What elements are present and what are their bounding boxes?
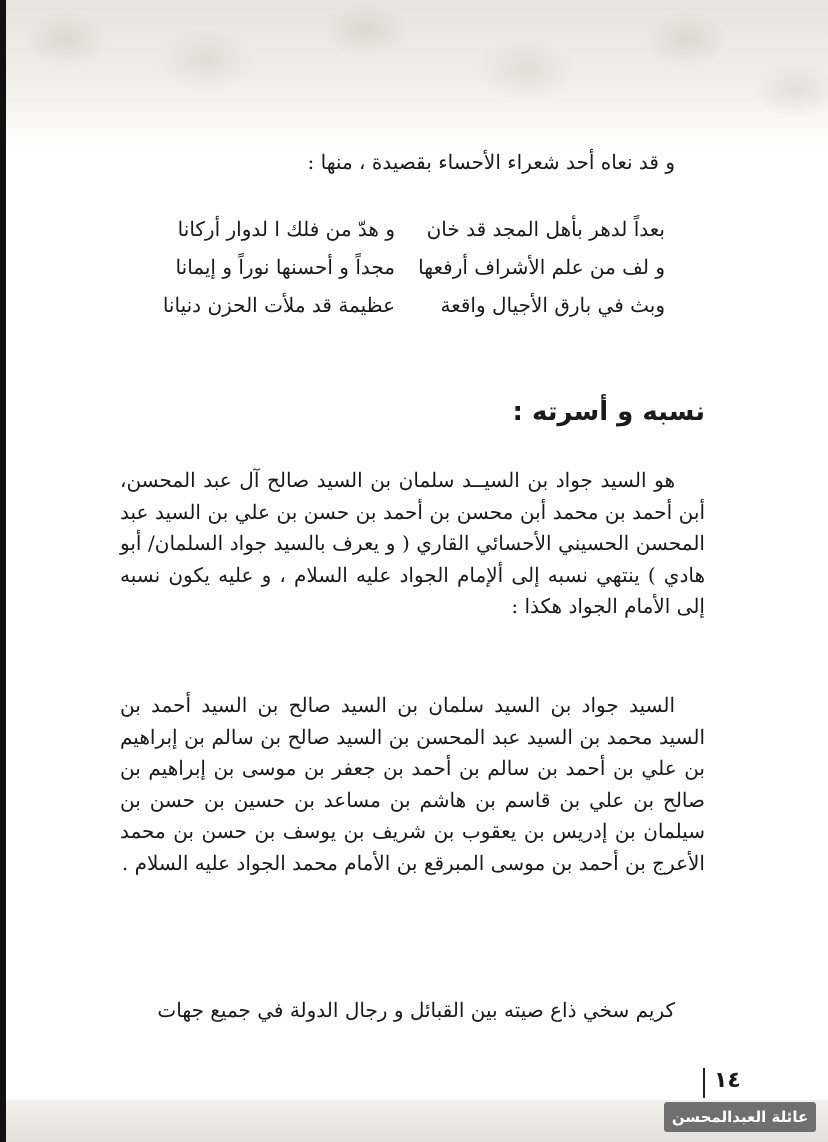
page-content bbox=[120, 145, 705, 1045]
character-paragraph: كريم سخي ذاع صيته بين القبائل و رجال الدولة في جميع جهات bbox=[157, 998, 675, 1022]
poem-verse bbox=[165, 248, 665, 286]
brand-label: عائلة العبدالمحسن bbox=[664, 1102, 816, 1132]
poem-verse bbox=[165, 210, 665, 248]
intro-line: و قد نعاه أحد شعراء الأحساء بقصيدة ، منها : bbox=[307, 150, 675, 174]
verse-second-half: و هدّ من فلك ا لدوار أركانا bbox=[177, 217, 395, 241]
page-number: ١٤ bbox=[714, 1068, 741, 1093]
lineage-intro-paragraph: هو السيد جواد بن السيــد سلمان بن السيد صالح آل عبد المحسن، أبن أحمد بن محمد أبن محسن بن أحمد بن حسن بن علي بن السيد عبد المحسن الحسيني الأحسائي القاري ( و يعرف بالسيد جواد السلمان/ أبو هادي ) ينتهي نسبه إلى ألإمام الجواد عليه السلام ، و عليه يكون نسبه إلى الأمام الجواد هكذا : bbox=[120, 468, 705, 618]
verse-first-half: بعداً لدهر بأهل المجد قد خان bbox=[426, 217, 665, 241]
verse-first-half: وبث في بارق الأجيال واقعة bbox=[440, 293, 665, 317]
verse-second-half: عظيمة قد ملأت الحزن دنيانا bbox=[162, 293, 395, 317]
verse-first-half: و لف من علم الأشراف أرفعها bbox=[418, 255, 665, 279]
poem bbox=[162, 210, 665, 324]
page-edge bbox=[0, 0, 6, 1142]
lineage-chain-paragraph: السيد جواد بن السيد سلمان بن السيد صالح بن السيد أحمد بن السيد محمد بن السيد عبد المحسن بن السيد صالح بن سالم بن إبراهيم بن علي بن أحمد بن سالم بن أحمد بن جعفر بن موسى بن إبراهيم بن صالح بن علي بن قاسم بن هاشم بن مساعد بن حسين بن حسن بن سيلمان بن إدريس بن يعقوب بن شريف بن يوسف بن حسن بن محمد الأعرج بن أحمد بن موسى المبرقع بن الأمام محمد الجواد عليه السلام . bbox=[120, 693, 705, 875]
poem-verse bbox=[162, 286, 665, 324]
section-heading: نسبه و أسرته : bbox=[512, 397, 705, 427]
page-number-divider bbox=[703, 1068, 705, 1098]
verse-second-half: مجداً و أحسنها نوراً و إيمانا bbox=[175, 255, 395, 279]
ornamental-header-pattern bbox=[6, 0, 828, 150]
